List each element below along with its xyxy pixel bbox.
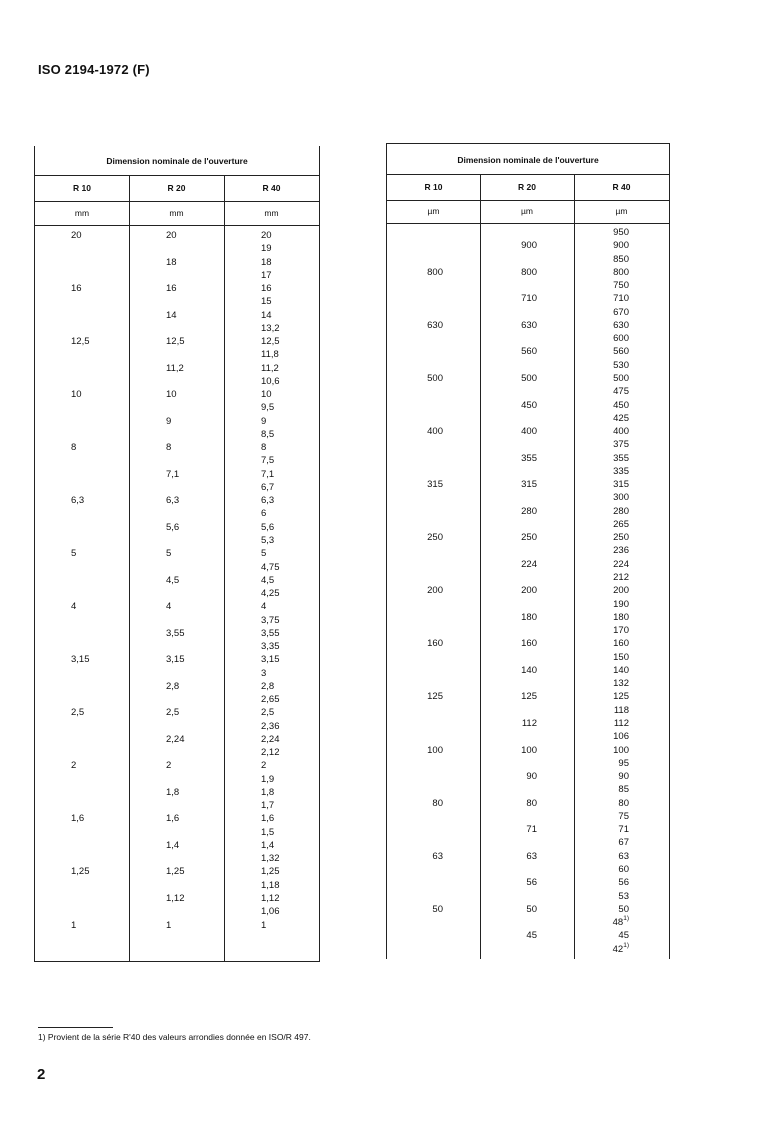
table-cell-left_table-r20: 12,5 xyxy=(166,336,185,348)
table-cell-right_table-r20: 280 xyxy=(521,505,537,517)
right-unit-r40: µm xyxy=(615,206,628,216)
right-col-head-r20: R 20 xyxy=(518,182,536,192)
table-cell-left_table-r10: 1,6 xyxy=(71,813,85,825)
table-cell-left_table-r20: 3,15 xyxy=(166,654,185,666)
page-number: 2 xyxy=(37,1066,46,1083)
table-cell-left_table-r10: 10 xyxy=(71,389,82,401)
right-unit-r20: µm xyxy=(521,206,533,216)
table-cell-left_table-r20: 8 xyxy=(166,442,172,454)
table-cell-left_table-r40: 10 xyxy=(261,389,272,401)
right-table-rule xyxy=(387,143,669,144)
table-cell-left_table-r10: 2,5 xyxy=(71,707,85,719)
table-cell-right_table-r20: 500 xyxy=(521,372,537,384)
table-cell-right_table-r40: 900 xyxy=(613,240,629,252)
table-cell-right_table-r20: 140 xyxy=(521,664,537,676)
table-cell-left_table-r20: 6,3 xyxy=(166,495,180,507)
table-cell-left_table-r40: 4,75 xyxy=(261,561,280,573)
table-cell-left_table-r40: 2,65 xyxy=(261,694,280,706)
table-cell-left_table-r20: 1,12 xyxy=(166,893,185,904)
table-cell-left_table-r40: 19 xyxy=(261,243,272,255)
table-cell-right_table-r20: 630 xyxy=(521,319,537,331)
table-cell-left_table-r40: 2 xyxy=(261,760,267,772)
table-cell-right_table-r40: 80 xyxy=(618,797,629,809)
table-cell-right_table-r20: 80 xyxy=(526,797,537,809)
table-cell-right_table-r20: 315 xyxy=(521,479,537,491)
table-cell-right_table-r20: 90 xyxy=(526,771,537,783)
right-unit-r10: µm xyxy=(427,206,440,216)
table-cell-left_table-r20: 1,8 xyxy=(166,786,180,798)
table-cell-left_table-r20: 2 xyxy=(166,760,172,772)
table-cell-right_table-r40: 236 xyxy=(613,545,629,557)
table-cell-right_table-r10: 50 xyxy=(432,903,443,915)
table-cell-right_table-r40: 48$^{1)}$ xyxy=(612,915,629,929)
table-cell-left_table-r20: 2,8 xyxy=(166,680,180,692)
table-cell-left_table-r20: 16 xyxy=(166,283,177,295)
right-table-rule xyxy=(387,174,669,175)
table-cell-right_table-r40: 160 xyxy=(613,638,629,650)
footnote-rule xyxy=(38,1027,113,1028)
table-cell-left_table-r40: 6,7 xyxy=(261,481,275,493)
table-cell-left_table-r20: 1,6 xyxy=(166,813,180,825)
table-cell-right_table-r20: 71 xyxy=(526,824,537,836)
table-cell-left_table-r40: 18 xyxy=(261,256,272,268)
table-cell-right_table-r10: 80 xyxy=(432,797,443,809)
table-cell-right_table-r40: 50 xyxy=(618,903,629,915)
table-cell-left_table-r40: 1 xyxy=(261,919,267,931)
table-cell-left_table-r10: 1 xyxy=(71,919,77,931)
table-cell-left_table-r40: 12,5 xyxy=(261,336,280,348)
table-cell-right_table-r40: 600 xyxy=(613,333,629,345)
table-cell-right_table-r20: 125 xyxy=(521,691,537,703)
table-cell-right_table-r40: 425 xyxy=(613,412,629,424)
table-cell-left_table-r20: 1 xyxy=(166,919,172,931)
table-cell-right_table-r10: 63 xyxy=(432,850,443,862)
table-cell-right_table-r40: 850 xyxy=(613,253,629,265)
right-table xyxy=(386,143,670,959)
table-cell-right_table-r20: 450 xyxy=(521,399,537,411)
table-cell-right_table-r20: 50 xyxy=(526,903,537,915)
table-cell-left_table-r10: 8 xyxy=(71,442,77,454)
table-cell-right_table-r20: 710 xyxy=(521,293,537,305)
table-cell-left_table-r40: 9 xyxy=(261,415,267,427)
table-cell-left_table-r40: 3,35 xyxy=(261,641,280,653)
right-table-title: Dimension nominale de l'ouverture xyxy=(457,155,599,165)
table-cell-right_table-r10: 500 xyxy=(427,372,443,384)
table-cell-right_table-r40: 212 xyxy=(613,572,629,584)
left-table-rule xyxy=(35,201,319,202)
table-cell-right_table-r40: 200 xyxy=(613,585,629,597)
table-cell-right_table-r20: 400 xyxy=(521,426,537,438)
table-cell-right_table-r40: 560 xyxy=(613,346,629,358)
table-cell-left_table-r10: 16 xyxy=(71,283,82,295)
table-cell-right_table-r40: 500 xyxy=(613,372,629,384)
table-cell-left_table-r40: 11,8 xyxy=(261,349,279,361)
table-cell-right_table-r40: 250 xyxy=(613,532,629,544)
table-cell-right_table-r40: 450 xyxy=(613,399,629,411)
left-table-title: Dimension nominale de l'ouverture xyxy=(106,156,248,166)
footnote-marker: 1) xyxy=(623,941,629,949)
table-cell-right_table-r40: 45 xyxy=(618,930,629,942)
right-table-rule xyxy=(387,223,669,224)
left-col-head-r20: R 20 xyxy=(167,183,186,193)
table-cell-left_table-r40: 3,15 xyxy=(261,654,280,666)
table-cell-right_table-r20: 180 xyxy=(521,611,537,623)
table-cell-left_table-r20: 20 xyxy=(166,230,177,241)
table-cell-right_table-r10: 125 xyxy=(427,691,443,703)
table-cell-right_table-r20: 900 xyxy=(521,240,537,252)
table-cell-right_table-r40: 800 xyxy=(613,266,629,278)
table-cell-right_table-r40: 400 xyxy=(613,426,629,438)
table-cell-left_table-r40: 5,3 xyxy=(261,534,275,546)
table-cell-right_table-r40: 375 xyxy=(613,439,629,451)
left-table-rule xyxy=(35,225,319,226)
table-cell-right_table-r20: 56 xyxy=(526,877,537,889)
table-cell-left_table-r40: 4,25 xyxy=(261,588,280,600)
left-col-head-r10: R 10 xyxy=(73,183,91,193)
left-table xyxy=(34,146,320,962)
table-cell-left_table-r40: 1,6 xyxy=(261,813,275,825)
table-cell-right_table-r20: 800 xyxy=(521,266,537,278)
table-cell-right_table-r10: 160 xyxy=(427,638,443,650)
table-cell-right_table-r20: 112 xyxy=(521,717,537,729)
table-cell-left_table-r40: 7,1 xyxy=(261,468,275,480)
table-cell-right_table-r40: 150 xyxy=(613,651,629,663)
table-cell-right_table-r40: 530 xyxy=(613,359,629,371)
table-cell-left_table-r40: 1,9 xyxy=(261,773,275,785)
table-cell-left_table-r40: 1,25 xyxy=(261,866,280,878)
table-cell-left_table-r40: 6 xyxy=(261,508,267,520)
table-cell-right_table-r40: 140 xyxy=(613,664,629,676)
table-cell-left_table-r40: 10,6 xyxy=(261,375,280,387)
table-cell-right_table-r40: 280 xyxy=(613,505,629,517)
table-cell-left_table-r20: 9 xyxy=(166,415,172,427)
table-cell-right_table-r40: 335 xyxy=(613,465,629,477)
table-cell-right_table-r10: 630 xyxy=(427,319,443,331)
table-cell-left_table-r20: 2,5 xyxy=(166,707,180,719)
left-col-head-r40: R 40 xyxy=(262,183,281,193)
table-cell-right_table-r10: 100 xyxy=(427,744,443,756)
table-cell-right_table-r20: 160 xyxy=(521,638,537,650)
table-cell-right_table-r40: 85 xyxy=(618,784,629,796)
table-cell-left_table-r40: 1,5 xyxy=(261,826,275,838)
table-cell-right_table-r40: 315 xyxy=(613,479,629,491)
left-unit-r20: mm xyxy=(169,208,184,218)
table-cell-left_table-r20: 4 xyxy=(166,601,172,613)
table-cell-left_table-r20: 10 xyxy=(166,389,177,401)
table-cell-right_table-r40: 180 xyxy=(613,611,629,623)
table-cell-right_table-r40: 300 xyxy=(613,492,629,504)
table-cell-left_table-r40: 2,5 xyxy=(261,707,275,719)
right-table-col-divider xyxy=(480,174,481,959)
table-cell-right_table-r20: 560 xyxy=(521,346,537,358)
table-cell-left_table-r20: 4,5 xyxy=(166,574,180,586)
table-cell-right_table-r40: 710 xyxy=(613,293,629,305)
table-cell-left_table-r40: 2,12 xyxy=(261,747,280,759)
table-cell-left_table-r20: 1,25 xyxy=(166,866,185,878)
table-cell-left_table-r10: 5 xyxy=(71,548,77,560)
table-cell-left_table-r40: 8,5 xyxy=(261,428,275,440)
table-cell-right_table-r40: 56 xyxy=(618,877,629,889)
table-cell-left_table-r40: 7,5 xyxy=(261,455,275,467)
table-cell-right_table-r10: 800 xyxy=(427,266,443,278)
table-cell-left_table-r10: 2 xyxy=(71,760,77,772)
table-cell-right_table-r20: 250 xyxy=(521,532,537,544)
table-cell-left_table-r40: 3,75 xyxy=(261,614,280,626)
right-table-rule xyxy=(387,200,669,201)
table-cell-left_table-r10: 4 xyxy=(71,601,77,613)
table-cell-right_table-r40: 42$^{1)}$ xyxy=(612,941,629,955)
table-cell-left_table-r20: 2,24 xyxy=(166,733,185,745)
table-cell-left_table-r40: 17 xyxy=(261,269,272,281)
table-cell-left_table-r10: 1,25 xyxy=(71,866,90,878)
table-cell-right_table-r20: 100 xyxy=(521,744,537,756)
table-cell-right_table-r40: 112 xyxy=(613,717,629,729)
table-cell-right_table-r40: 132 xyxy=(613,678,629,690)
footnote-marker: 1) xyxy=(623,915,629,923)
table-cell-right_table-r40: 224 xyxy=(613,558,629,570)
table-cell-right_table-r20: 200 xyxy=(521,585,537,597)
table-cell-left_table-r40: 9,5 xyxy=(261,402,275,414)
table-cell-left_table-r10: 12,5 xyxy=(71,336,90,348)
table-cell-right_table-r40: 950 xyxy=(613,227,629,238)
table-cell-left_table-r40: 11,2 xyxy=(261,362,279,374)
table-cell-left_table-r40: 16 xyxy=(261,283,272,295)
table-cell-right_table-r10: 250 xyxy=(427,532,443,544)
table-cell-left_table-r40: 1,4 xyxy=(261,839,275,851)
table-cell-right_table-r40: 106 xyxy=(613,731,629,743)
table-cell-right_table-r40: 60 xyxy=(618,863,629,875)
table-cell-left_table-r40: 1,7 xyxy=(261,800,275,812)
left-unit-r10: mm xyxy=(74,208,90,218)
table-cell-right_table-r40: 125 xyxy=(613,691,629,703)
table-cell-left_table-r40: 3 xyxy=(261,667,267,679)
table-cell-left_table-r40: 1,18 xyxy=(261,879,280,891)
table-cell-left_table-r40: 4,5 xyxy=(261,574,275,586)
table-cell-right_table-r40: 670 xyxy=(613,306,629,318)
table-cell-right_table-r40: 265 xyxy=(613,518,629,530)
footnote: 1) Provient de la série R'40 des valeurs arrondies donnée en ISO/R 497. xyxy=(38,1032,311,1042)
table-cell-right_table-r40: 190 xyxy=(613,598,629,610)
table-cell-right_table-r40: 170 xyxy=(613,625,629,637)
table-cell-left_table-r40: 2,36 xyxy=(261,720,280,732)
table-cell-left_table-r40: 14 xyxy=(261,309,272,321)
table-cell-left_table-r40: 8 xyxy=(261,442,267,454)
table-cell-right_table-r40: 118 xyxy=(613,704,629,716)
table-cell-left_table-r40: 2,24 xyxy=(261,733,280,745)
table-cell-right_table-r40: 750 xyxy=(613,280,629,292)
table-cell-left_table-r40: 1,12 xyxy=(261,893,280,904)
document-header: ISO 2194-1972 (F) xyxy=(38,62,150,77)
table-cell-left_table-r20: 1,4 xyxy=(166,839,180,851)
table-cell-left_table-r10: 3,15 xyxy=(71,654,90,666)
table-cell-right_table-r40: 475 xyxy=(613,386,629,398)
table-cell-left_table-r40: 6,3 xyxy=(261,495,275,507)
table-cell-left_table-r20: 5 xyxy=(166,548,172,560)
table-cell-right_table-r10: 315 xyxy=(427,479,443,491)
table-cell-right_table-r40: 100 xyxy=(613,744,629,756)
table-cell-left_table-r20: 7,1 xyxy=(166,468,180,480)
table-cell-right_table-r20: 224 xyxy=(521,558,537,570)
right-col-head-r40: R 40 xyxy=(612,182,631,192)
table-cell-right_table-r40: 67 xyxy=(618,837,629,849)
table-cell-left_table-r40: 5 xyxy=(261,548,267,560)
table-cell-left_table-r40: 1,32 xyxy=(261,853,280,865)
table-cell-left_table-r40: 20 xyxy=(261,230,272,241)
table-cell-right_table-r10: 400 xyxy=(427,426,443,438)
table-cell-right_table-r40: 630 xyxy=(613,319,629,331)
table-cell-right_table-r40: 90 xyxy=(618,771,629,783)
table-cell-right_table-r20: 355 xyxy=(521,452,537,464)
table-cell-left_table-r20: 3,55 xyxy=(166,627,185,639)
table-cell-right_table-r40: 75 xyxy=(618,810,629,822)
table-cell-left_table-r40: 13,2 xyxy=(261,322,280,334)
table-cell-right_table-r40: 63 xyxy=(618,850,629,862)
right-table-col-divider xyxy=(574,174,575,959)
table-cell-left_table-r20: 11,2 xyxy=(166,362,184,374)
table-cell-right_table-r40: 95 xyxy=(618,757,629,769)
table-cell-right_table-r40: 355 xyxy=(613,452,629,464)
table-cell-left_table-r10: 20 xyxy=(71,230,82,241)
table-cell-right_table-r40: 53 xyxy=(618,890,629,902)
table-cell-left_table-r40: 1,8 xyxy=(261,786,275,798)
table-cell-right_table-r20: 45 xyxy=(526,930,537,942)
table-cell-left_table-r10: 6,3 xyxy=(71,495,85,507)
table-cell-left_table-r40: 2,8 xyxy=(261,680,275,692)
right-col-head-r10: R 10 xyxy=(424,182,443,192)
table-cell-left_table-r40: 4 xyxy=(261,601,267,613)
table-cell-right_table-r40: 71 xyxy=(618,824,629,836)
table-cell-left_table-r40: 5,6 xyxy=(261,521,275,533)
table-cell-left_table-r40: 1,06 xyxy=(261,906,280,918)
table-cell-right_table-r20: 63 xyxy=(526,850,537,862)
left-table-col-divider xyxy=(129,175,130,961)
table-cell-left_table-r20: 5,6 xyxy=(166,521,180,533)
table-cell-left_table-r20: 14 xyxy=(166,309,177,321)
table-cell-left_table-r40: 15 xyxy=(261,296,272,308)
left-table-col-divider xyxy=(224,175,225,961)
table-cell-left_table-r20: 18 xyxy=(166,256,177,268)
left-table-rule xyxy=(35,175,319,176)
table-cell-left_table-r40: 3,55 xyxy=(261,627,280,639)
table-cell-right_table-r10: 200 xyxy=(427,585,443,597)
left-unit-r40: mm xyxy=(264,208,279,218)
